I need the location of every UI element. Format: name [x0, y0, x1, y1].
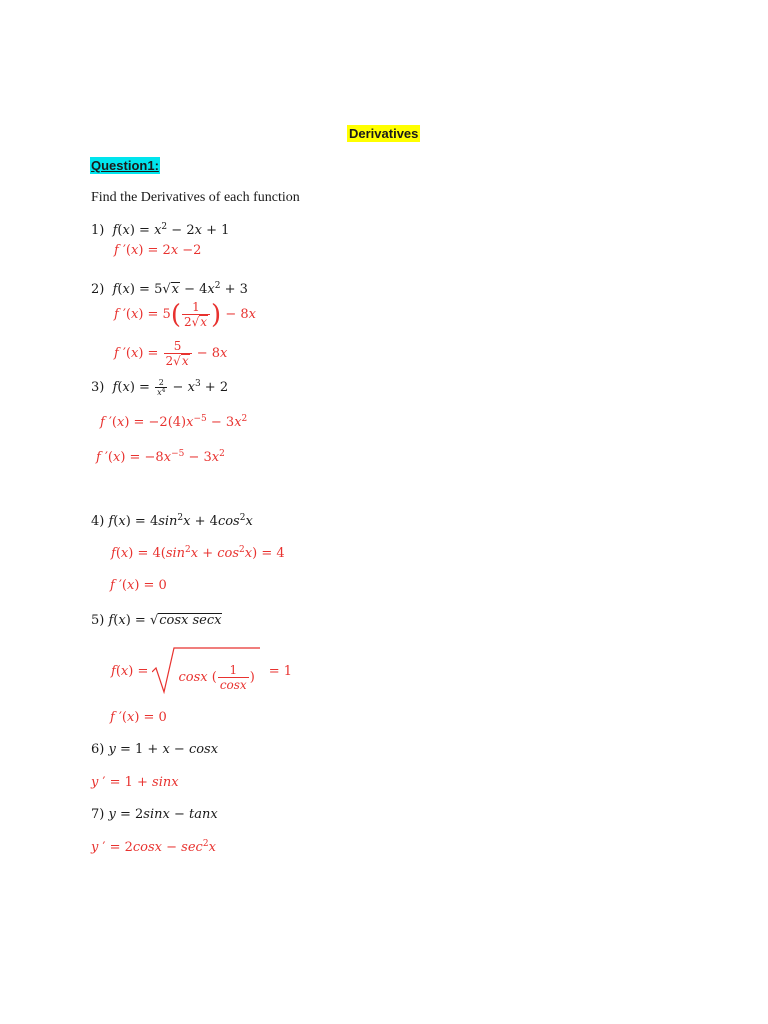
problem-7-derivative: y ′ = $2\cos x - \sec^2x$ — [91, 839, 216, 855]
problem-5-simplification: f(x) = cosx ( $\frac{1}{\cos x}$ ) = 1 — [111, 646, 292, 696]
problem-3-function: 3) f(x) = $\frac{2}{x^4}$ − $x^3 + 2$ — [91, 378, 229, 397]
problem-1-function: 1) $f(x) = x^2 - 2x + 1$ — [91, 222, 230, 238]
problem-6-derivative: y ′ = 1 + sinx — [91, 775, 179, 790]
problem-6-function: 6) y = 1 + x − cosx — [91, 742, 219, 757]
problem-3-derivative-step2: f $'(x) = -8x^{-5} - 3x^2$ — [96, 449, 225, 465]
problem-2-function: 2) $f(x) = 5√x - 4x^2 + 3$ — [91, 281, 248, 297]
problem-5-function: 5) f(x) = √cosx secx — [91, 613, 222, 628]
problem-number: 7) — [91, 807, 105, 822]
problem-number: 6) — [91, 742, 105, 757]
problem-number: 5) — [91, 613, 105, 628]
radical-symbol: cosx ( $\frac{1}{\cos x}$ ) — [152, 646, 260, 696]
problem-4-derivative: f ′(x) = 0 — [110, 578, 167, 593]
problem-5-derivative: f ′(x) = 0 — [110, 710, 167, 725]
problem-2-derivative-step2: f ′(x) = $\frac{5}{2√x}$ − 8x — [114, 339, 228, 368]
problem-number: 3) — [91, 380, 105, 395]
question-heading: Question1: — [91, 158, 159, 173]
problem-4-function: 4) $f(x) = 4\sin^2x + 4\cos^2x$ — [91, 513, 253, 529]
problem-7-function: 7) y = 2sinx − tanx — [91, 807, 218, 822]
problem-4-simplification: $f(x) = 4(\sin^2x + \cos^2x) = 4$ — [111, 545, 285, 561]
problem-number: 2) — [91, 282, 105, 297]
instruction-text: Find the Derivatives of each function — [91, 190, 300, 205]
problem-number: 4) — [91, 514, 105, 529]
problem-3-derivative-step1: f $'(x) = -2(4)x^{-5} - 3x^2$ — [100, 414, 248, 430]
problem-1-derivative: f ′(x) = 2x −2 — [114, 243, 202, 258]
problem-2-derivative-step1: f ′(x) = 5( $\frac{1}{2√x}$ ) − 8x — [114, 299, 256, 330]
problem-number: 1) — [91, 223, 105, 238]
page-title: Derivatives — [349, 126, 419, 141]
